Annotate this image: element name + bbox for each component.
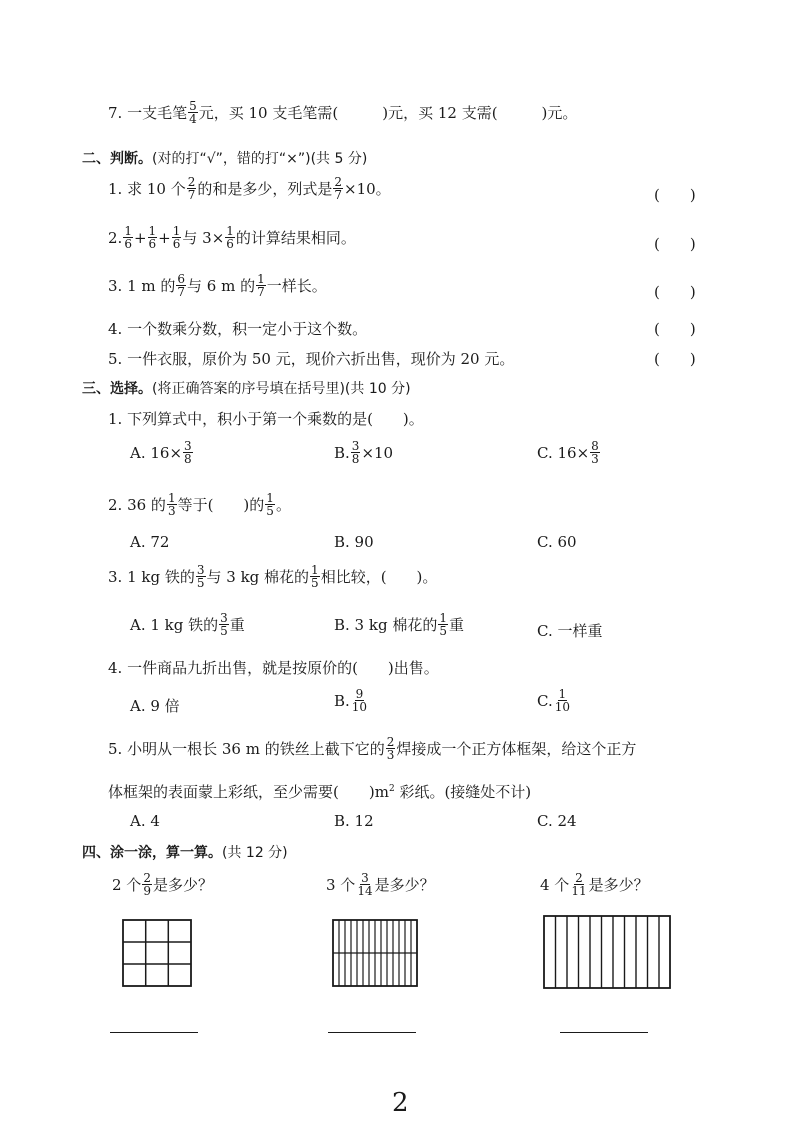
choice-q1-option-c[interactable]: C. 16× $\frac{8}{3}$ xyxy=(537,439,599,466)
section-4-heading: 四、涂一涂，算一算。(共 12 分) xyxy=(82,845,288,861)
choice-q2-stem: 2. 36 的 $\frac{1}{3}$ 等于( )的 $\frac{1}{5}$ 。 xyxy=(108,491,291,518)
choice-q4-option-a[interactable]: A. 9 倍 xyxy=(130,697,180,715)
fraction: $\frac{2}{7}$ xyxy=(334,175,342,202)
question-7 xyxy=(108,100,577,125)
shading-grid-14-strips[interactable] xyxy=(332,919,418,987)
choice-q2-option-b[interactable]: B. 90 xyxy=(334,533,374,551)
answer-line[interactable] xyxy=(110,1032,198,1033)
fraction: $\frac{2}{9}$ xyxy=(143,871,151,898)
fraction: $\frac{2}{3}$ xyxy=(386,735,395,762)
fraction: $\frac{1}{6}$ xyxy=(148,224,157,251)
choice-q4-option-b[interactable]: B. $\frac{9}{10}$ xyxy=(334,687,368,714)
choice-q5-option-c[interactable]: C. 24 xyxy=(537,812,577,830)
judge-q5: 5. 一件衣服，原价为 50 元，现价六折出售，现价为 20 元。 xyxy=(108,350,515,368)
fraction: $\frac{1}{5}$ xyxy=(311,563,319,590)
page-number: 2 xyxy=(392,1088,409,1118)
choice-q5-option-b[interactable]: B. 12 xyxy=(334,812,374,830)
choice-q5-option-a[interactable]: A. 4 xyxy=(130,812,160,830)
fraction: $\frac{5}{4}$ xyxy=(189,99,197,126)
fraction: $\frac{3}{8}$ xyxy=(351,439,360,466)
fraction: $\frac{1}{10}$ xyxy=(554,687,570,714)
choice-q3-stem: 3. 1 kg 铁的 $\frac{3}{5}$ 与 3 kg 棉花的 $\frac{1}{5}$ 相比较，( )。 xyxy=(108,563,438,590)
answer-line[interactable] xyxy=(328,1032,416,1033)
choice-q5-stem-line1: 5. 小明从一根长 36 m 的铁丝上截下它的 $\frac{2}{3}$ 焊接成一个正方体框架，给这个正方 xyxy=(108,735,637,762)
judge-q2: 2. $\frac{1}{6}$ + $\frac{1}{6}$ + $\frac{1}{6}$ 与 3× $\frac{1}{6}$ 的计算结果相同。 xyxy=(108,224,356,251)
fraction: $\frac{1}{6}$ xyxy=(124,224,132,251)
q7-text: 7. 一支毛笔 xyxy=(108,104,188,122)
fraction: $\frac{2}{11}$ xyxy=(571,871,587,898)
shade-q2-label: 3 个 $\frac{3}{14}$ 是多少？ xyxy=(326,871,435,898)
choice-q3-option-b[interactable]: B. 3 kg 棉花的 $\frac{1}{5}$ 重 xyxy=(334,611,464,638)
choice-q2-option-c[interactable]: C. 60 xyxy=(537,533,577,551)
fraction: $\frac{3}{8}$ xyxy=(184,439,192,466)
shade-q1-label: 2 个 $\frac{2}{9}$ 是多少？ xyxy=(112,871,213,898)
fraction: $\frac{1}{3}$ xyxy=(167,491,176,518)
answer-parentheses[interactable]: ( ) xyxy=(654,186,696,204)
section-3-heading: 三、选择。(将正确答案的序号填在括号里)(共 10 分) xyxy=(82,381,411,397)
answer-parentheses[interactable]: ( ) xyxy=(654,283,696,301)
choice-q3-option-c[interactable]: C. 一样重 xyxy=(537,622,603,640)
choice-q1-stem: 1. 下列算式中，积小于第一个乘数的是( )。 xyxy=(108,410,424,428)
shade-q3-label: 4 个 $\frac{2}{11}$ 是多少？ xyxy=(540,871,649,898)
fraction: $\frac{1}{7}$ xyxy=(257,272,265,299)
answer-parentheses[interactable]: ( ) xyxy=(654,235,696,253)
choice-q1-option-b[interactable]: B. $\frac{3}{8}$ ×10 xyxy=(334,439,394,466)
q7-text: )元。 xyxy=(541,104,578,122)
shading-grid-3x3[interactable] xyxy=(122,919,192,987)
q7-text: 元，买 10 支毛笔需( xyxy=(198,104,339,122)
choice-q4-stem: 4. 一件商品九折出售，就是按原价的( )出售。 xyxy=(108,659,439,677)
fraction: $\frac{3}{5}$ xyxy=(220,611,228,638)
fraction: $\frac{6}{7}$ xyxy=(177,272,186,299)
choice-q5-stem-line2: 体框架的表面蒙上彩纸，至少需要( )$m^2$ 彩纸。(接缝处不计) xyxy=(108,783,532,801)
fraction: $\frac{3}{14}$ xyxy=(357,871,373,898)
shading-grid-11-strips[interactable] xyxy=(543,915,671,989)
section-2-heading: 二、判断。(对的打“√”，错的打“×”)(共 5 分) xyxy=(82,151,368,167)
judge-q1: 1. 求 10 个 $\frac{2}{7}$ 的和是多少，列式是 $\frac{2}{7}$ ×10。 xyxy=(108,175,391,202)
choice-q3-option-a[interactable]: A. 1 kg 铁的 $\frac{3}{5}$ 重 xyxy=(130,611,245,638)
answer-parentheses[interactable]: ( ) xyxy=(654,350,696,368)
fraction: $\frac{9}{10}$ xyxy=(351,687,368,714)
fraction: $\frac{1}{5}$ xyxy=(439,611,447,638)
q7-text: )元，买 12 支需( xyxy=(382,104,498,122)
choice-q2-option-a[interactable]: A. 72 xyxy=(130,533,170,551)
fraction: $\frac{3}{5}$ xyxy=(196,563,205,590)
fraction: $\frac{2}{7}$ xyxy=(187,175,196,202)
fraction: $\frac{8}{3}$ xyxy=(591,439,599,466)
judge-q3: 3. 1 m 的 $\frac{6}{7}$ 与 6 m 的 $\frac{1}{7}$ 一样长。 xyxy=(108,272,327,299)
fraction: $\frac{1}{6}$ xyxy=(226,224,234,251)
answer-parentheses[interactable]: ( ) xyxy=(654,320,696,338)
choice-q1-option-a[interactable]: A. 16× $\frac{3}{8}$ xyxy=(130,439,192,466)
answer-line[interactable] xyxy=(560,1032,648,1033)
choice-q4-option-c[interactable]: C. $\frac{1}{10}$ xyxy=(537,687,570,714)
fraction: $\frac{1}{5}$ xyxy=(266,491,274,518)
judge-q4: 4. 一个数乘分数，积一定小于这个数。 xyxy=(108,320,368,338)
fraction: $\frac{1}{6}$ xyxy=(172,224,181,251)
